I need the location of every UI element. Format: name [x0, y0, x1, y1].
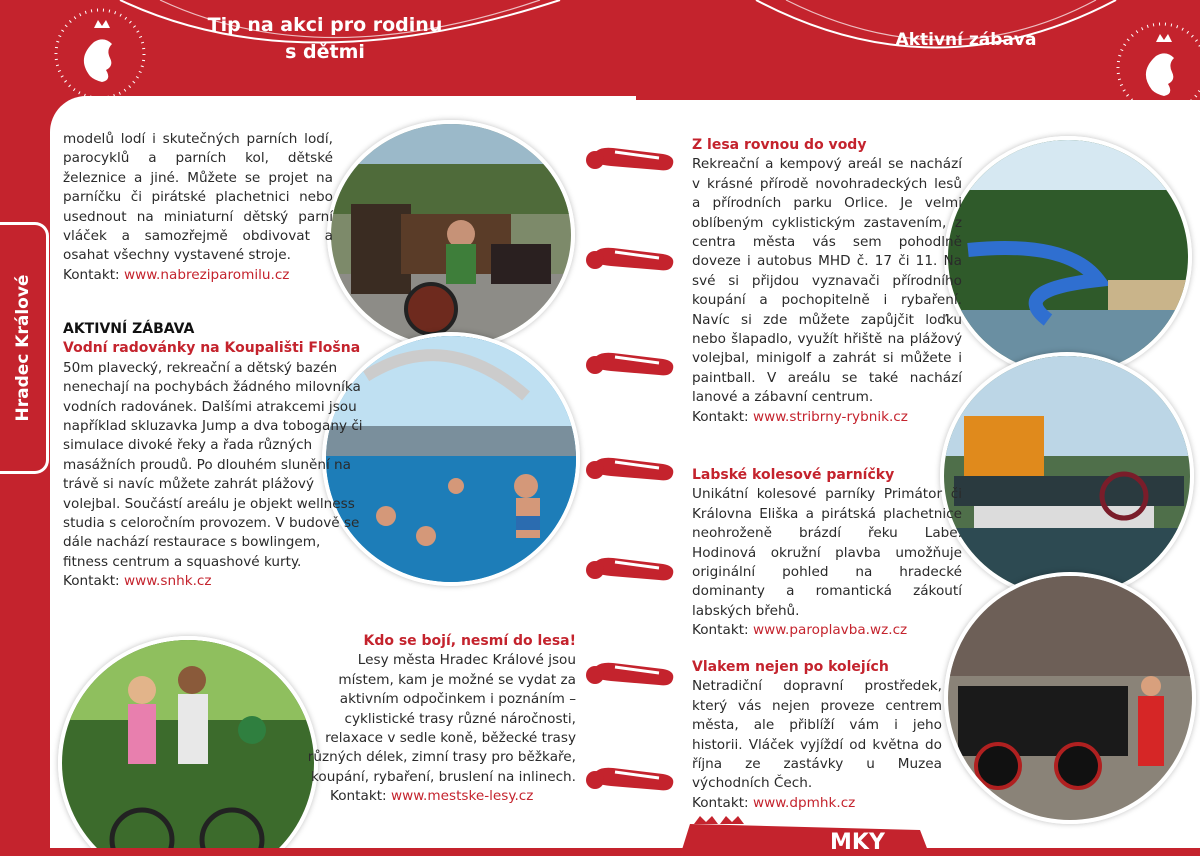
- section-title: AKTIVNÍ ZÁBAVA: [63, 321, 195, 337]
- intro-body: modelů lodí i skutečných parních lodí, parocyklů a parních kol, dětské železnice a jiné. Můžete se projet na parníčku či pirátské plachetnici nebo usednout na miniaturní dětský parní vláček a samozřejmě obdivovat a osahat všechny vystavené stroje.: [63, 131, 333, 264]
- spiral-binding-ring-icon: [585, 240, 681, 280]
- pool-body: 50m plavecký, rekreační a dětský bazén nenechají na pochybách žádného milovníka vodních radovánek. Dalšími atrakcemi jsou například skluzavka Jump a dva toboganу či simulace divoké řeky a řada různých masážních proudů. Po dlouhém slunění na trávě si navíc můžete zahrát plážový volejbal. Součástí areálu je objekt wellness studia s celoročním provozem. V budově se dále nachází restaurace s bowlingem, fitness centrum a squashové kurty.: [63, 359, 363, 570]
- boats-title: Labské kolesové parníčky: [692, 467, 895, 483]
- steam-engine-photo: [327, 120, 575, 350]
- right-page: [636, 0, 1200, 848]
- spiral-binding-ring-icon: [585, 550, 681, 590]
- bottom-stamp-text: MKY: [830, 830, 885, 855]
- train-contact-label: Kontakt:: [692, 794, 749, 811]
- pond-title: Z lesa rovnou do vody: [692, 137, 867, 153]
- boats-section: [692, 466, 962, 641]
- train-body: Netradiční dopravní prostředek, který vás nejen proveze centrem města, ale přiblíží vám i jeho historii. Vláček vyjíždí od května do října ze zastávky u Muzea východních Čech.: [692, 678, 942, 792]
- city-side-tab: [0, 222, 49, 474]
- crown-lady-logo-icon: [52, 6, 148, 102]
- pool-contact-label: Kontakt:: [63, 573, 120, 590]
- spiral-binding-ring-icon: [585, 345, 681, 385]
- pond-section: [692, 136, 962, 427]
- spiral-binding-ring-icon: [585, 140, 681, 180]
- train-title: Vlakem nejen po kolejích: [692, 659, 889, 675]
- left-page-header: Tip na akci pro rodinu s dětmi: [207, 14, 443, 63]
- right-page-header: Aktivní zábava: [895, 30, 1037, 50]
- pond-slide-photo: [944, 136, 1192, 378]
- pool-section: [63, 320, 363, 592]
- pool-contact-link[interactable]: www.snhk.cz: [123, 573, 212, 590]
- pond-body: Rekreační a kempový areál se nachází v krásné přírodě novohradeckých lesů a přírodních parku Orlice. Je velmi oblíbeným cyklistickým zastavením, z centra města vás sem pohodlně doveze i autobus MHD č. 17 či 11. Na své si přijdou vyznavači přírodního koupání a pochopitelně i rybaření. Navíc si zde můžete zapůjčit loďku nebo šlapadlo, využít hřiště na plážový volejbal, minigolf a zahrát si můžete i paintball. V areálu se také nachází lanové a zábavní centrum.: [692, 156, 962, 406]
- paddle-steamer-photo: [940, 352, 1194, 600]
- forest-contact-link[interactable]: www.mestske-lesy.cz: [390, 788, 534, 805]
- bottom-stamp-banner: [680, 816, 930, 856]
- pool-title: Vodní radovánky na Koupališti Flošna: [63, 340, 361, 357]
- pond-contact-link[interactable]: www.stribrny-rybnik.cz: [752, 408, 908, 425]
- intro-text: [63, 130, 333, 285]
- boats-contact-link[interactable]: www.paroplavba.wz.cz: [752, 622, 908, 639]
- forest-body: Lesy města Hradec Králové jsou místem, kam je možné se vydat za aktivním odpočinkem i poznáním – cyklistické trasy různé náročnosti, relaxace v sedle koně, běžecké trasy různých délek, zimní trasy pro běžkaře, koupání, rybaření, bruslení na inlinech.: [307, 652, 576, 785]
- forest-contact-label: Kontakt:: [330, 788, 387, 805]
- boats-body: Unikátní kolesové parníky Primátor či Královna Eliška a pirátská plachetnice neohroženě brázdí řeku Labe. Hodinová okružní plavba umožňuje originální pohled na hradecké dominanty a romantická zákoutí labských břehů.: [692, 486, 962, 619]
- intro-contact-label: Kontakt:: [63, 266, 120, 283]
- forest-title: Kdo se bojí, nesmí do lesa!: [363, 633, 576, 649]
- spiral-binding-ring-icon: [585, 760, 681, 800]
- tourist-train-photo: [944, 572, 1196, 824]
- spiral-binding-ring-icon: [585, 655, 681, 695]
- boats-contact-label: Kontakt:: [692, 622, 749, 639]
- city-side-tab-label: Hradec Králové: [13, 274, 33, 422]
- train-contact-link[interactable]: www.dpmhk.cz: [752, 794, 856, 811]
- pond-contact-label: Kontakt:: [692, 408, 749, 425]
- train-section: [692, 658, 942, 813]
- intro-contact-link[interactable]: www.nabreziparomilu.cz: [123, 266, 290, 283]
- forest-section: [300, 632, 576, 807]
- spiral-binding-ring-icon: [585, 450, 681, 490]
